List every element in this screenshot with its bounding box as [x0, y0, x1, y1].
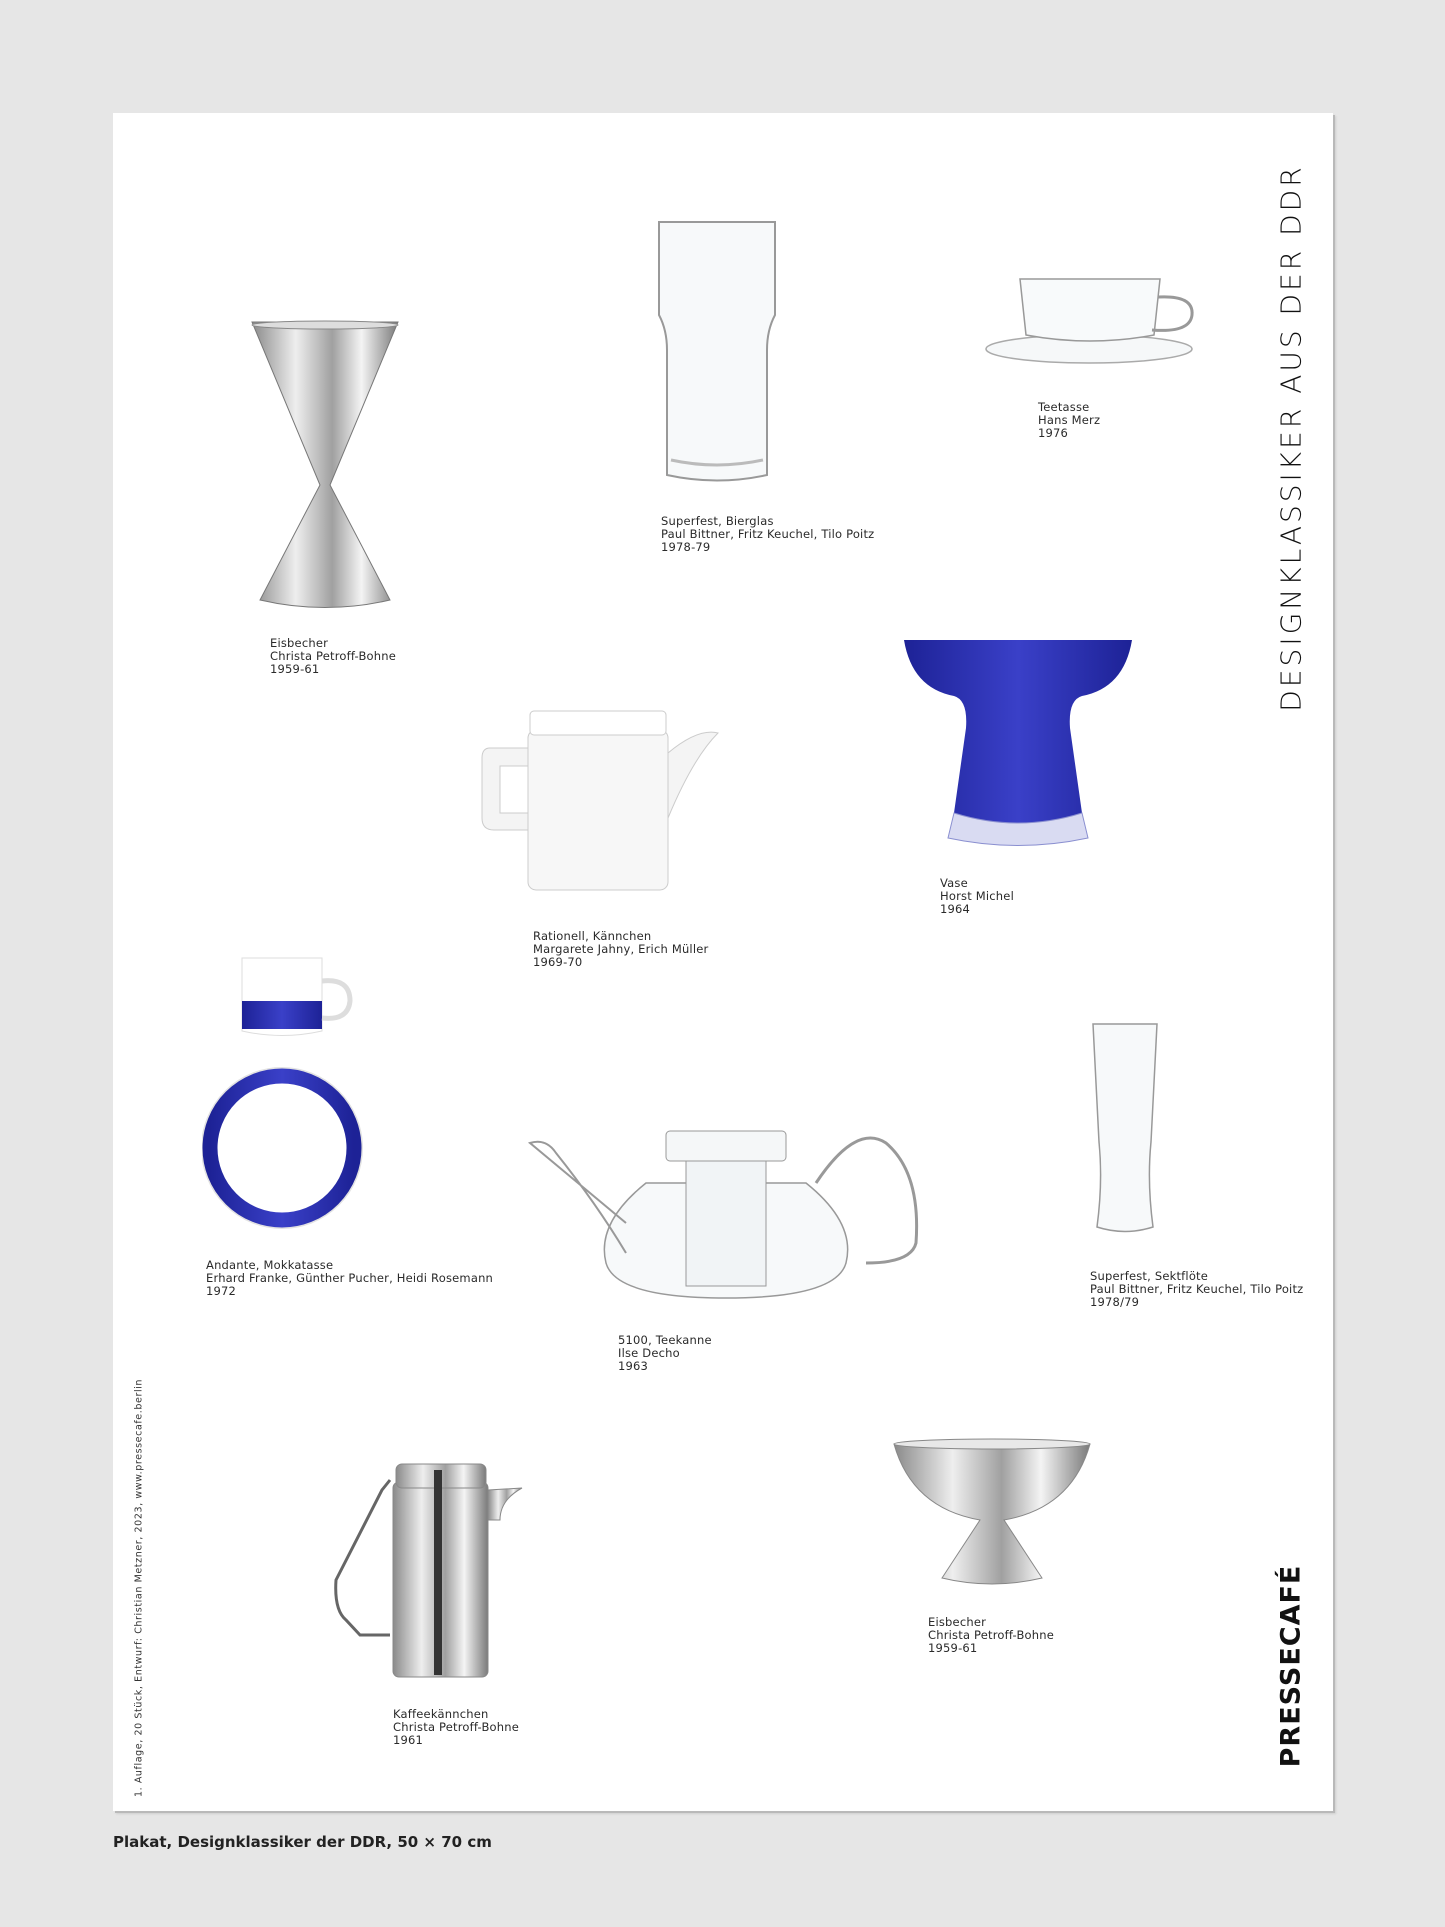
footer-caption: Plakat, Designklassiker der DDR, 50 × 70 cm	[113, 1833, 492, 1851]
sektfloete-image	[1089, 1022, 1161, 1238]
eisbecher-image	[250, 320, 400, 612]
caption-kaffeekaennchen	[393, 1708, 519, 1747]
item-designer: Christa Petroff-Bohne	[270, 649, 397, 663]
eisbecher-schale-image	[892, 1438, 1092, 1588]
teetasse-image	[984, 275, 1199, 371]
item-designer: Ilse Decho	[618, 1346, 680, 1360]
caption-rationell	[533, 930, 708, 969]
item-year: 1978/79	[1090, 1295, 1140, 1309]
item-year: 1976	[1038, 426, 1069, 440]
item-name: Eisbecher	[270, 636, 329, 650]
item-year: 1959-61	[928, 1641, 978, 1655]
teekanne-image	[526, 1113, 926, 1303]
item-name: Rationell, Kännchen	[533, 929, 652, 943]
item-designer: Erhard Franke, Günther Pucher, Heidi Rosemann	[206, 1271, 494, 1285]
caption-andante	[206, 1259, 493, 1298]
item-designer: Paul Bittner, Fritz Keuchel, Tilo Poitz	[661, 527, 875, 541]
item-year: 1978-79	[661, 540, 711, 554]
item-name: Kaffeekännchen	[393, 1707, 489, 1721]
caption-teekanne	[618, 1334, 712, 1373]
caption-teetasse	[1038, 401, 1100, 440]
poster-title	[1272, 164, 1310, 712]
brand-logo	[1272, 1560, 1310, 1772]
bierglas-image	[655, 220, 780, 486]
item-name: Eisbecher	[928, 1615, 987, 1629]
rationell-kaennchen-image	[478, 708, 723, 900]
item-designer: Christa Petroff-Bohne	[928, 1628, 1055, 1642]
caption-eisbecher-1	[270, 637, 396, 676]
item-year: 1959-61	[270, 662, 320, 676]
item-name: Teetasse	[1038, 400, 1090, 414]
item-designer: Margarete Jahny, Erich Müller	[533, 942, 709, 956]
andante-mokkatasse-image	[202, 956, 367, 1231]
caption-bierglas	[661, 515, 874, 554]
item-year: 1961	[393, 1733, 424, 1747]
vase-image	[902, 638, 1134, 850]
item-name: Vase	[940, 876, 968, 890]
item-name: Superfest, Sektflöte	[1090, 1269, 1209, 1283]
item-year: 1972	[206, 1284, 237, 1298]
brand-text: PRESSECAFÉ	[1275, 1564, 1307, 1768]
poster-title-text: DESIGNKLASSIKER AUS DER DDR	[1274, 164, 1308, 712]
item-year: 1969-70	[533, 955, 583, 969]
item-name: Superfest, Bierglas	[661, 514, 774, 528]
item-designer: Christa Petroff-Bohne	[393, 1720, 520, 1734]
item-designer: Horst Michel	[940, 889, 1014, 903]
item-year: 1963	[618, 1359, 649, 1373]
item-name: 5100, Teekanne	[618, 1333, 712, 1347]
credits-text: 1. Auflage, 20 Stück, Entwurf: Christian Metzner, 2023, www.pressecafe.berlin	[133, 1378, 145, 1798]
caption-vase	[940, 877, 1014, 916]
item-year: 1964	[940, 902, 971, 916]
caption-eisbecher-2	[928, 1616, 1054, 1655]
caption-sektfloete	[1090, 1270, 1303, 1309]
item-name: Andante, Mokkatasse	[206, 1258, 334, 1272]
item-designer: Paul Bittner, Fritz Keuchel, Tilo Poitz	[1090, 1282, 1304, 1296]
credits	[130, 1378, 148, 1798]
item-designer: Hans Merz	[1038, 413, 1101, 427]
kaffeekaennchen-image	[330, 1460, 526, 1682]
